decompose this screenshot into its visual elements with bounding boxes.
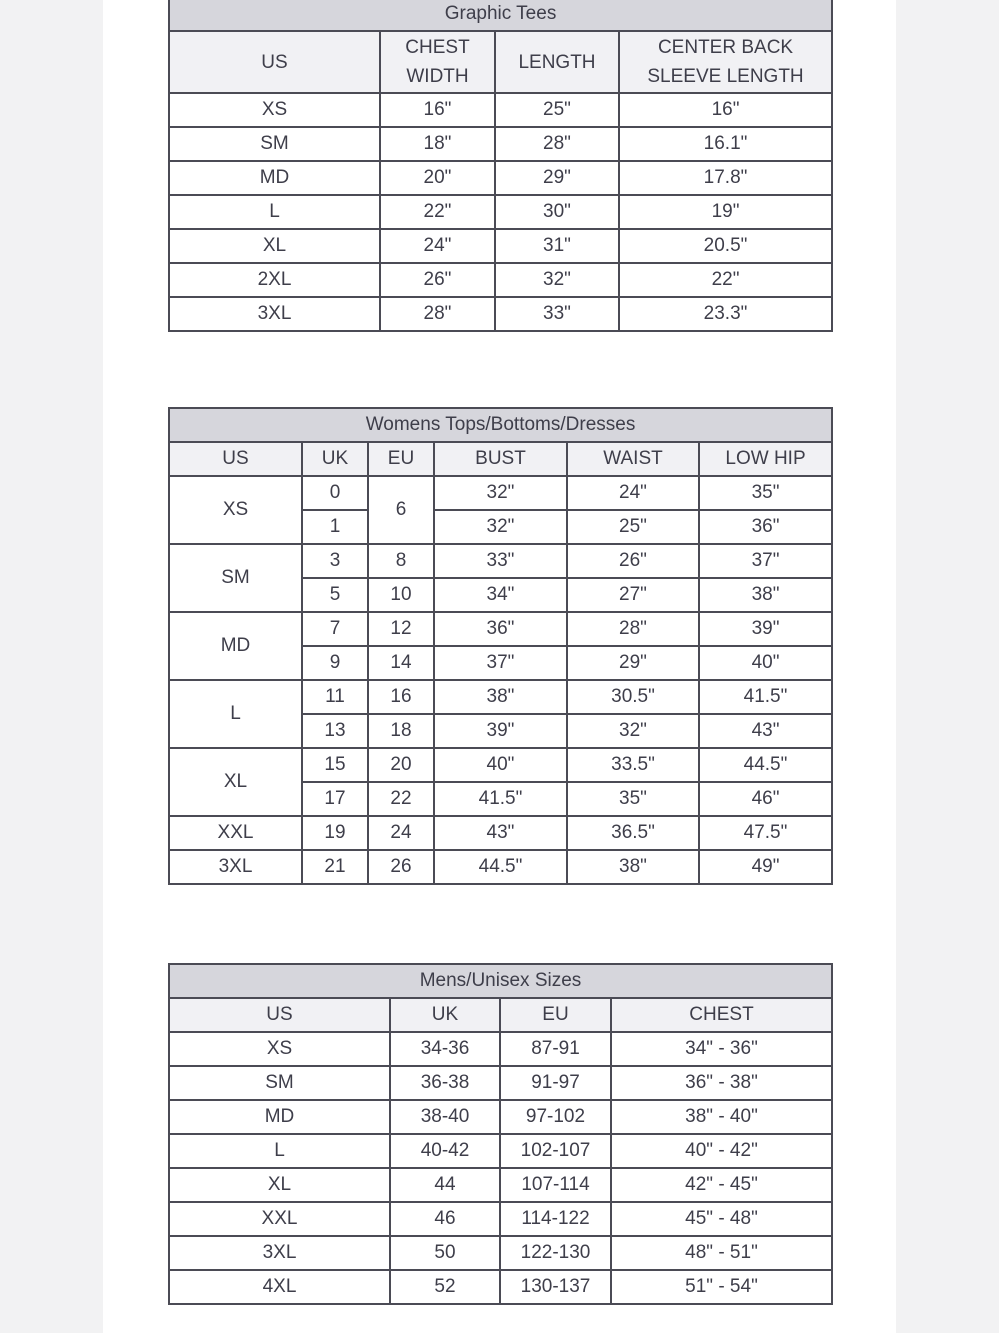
column-header: BUST <box>434 442 567 476</box>
table-cell: 97-102 <box>500 1100 611 1134</box>
table-cell: 3 <box>302 544 368 578</box>
table-cell: 44.5" <box>699 748 832 782</box>
table-cell: 46" <box>699 782 832 816</box>
table-cell: 40-42 <box>390 1134 500 1168</box>
table-cell: 5 <box>302 578 368 612</box>
table-title: Graphic Tees <box>169 0 832 31</box>
table-row <box>169 748 832 782</box>
table-cell: 38" - 40" <box>611 1100 832 1134</box>
table-cell: 20" <box>380 161 495 195</box>
size-cell: L <box>169 1134 390 1168</box>
size-cell: XS <box>169 476 302 544</box>
size-cell: XL <box>169 748 302 816</box>
size-cell: L <box>169 195 380 229</box>
table-row <box>169 1270 832 1304</box>
column-header: EU <box>368 442 434 476</box>
table-cell: 87-91 <box>500 1032 611 1066</box>
table-cell: 18" <box>380 127 495 161</box>
column-header: US <box>169 998 390 1032</box>
table-cell: 46 <box>390 1202 500 1236</box>
size-cell: MD <box>169 161 380 195</box>
table-cell: 47.5" <box>699 816 832 850</box>
table-title: Womens Tops/Bottoms/Dresses <box>169 408 832 442</box>
table-cell: 36.5" <box>567 816 699 850</box>
table-row <box>169 680 832 714</box>
table-cell: 44 <box>390 1168 500 1202</box>
table-cell: 32" <box>434 476 567 510</box>
table-cell: 43" <box>699 714 832 748</box>
column-header: CHEST <box>611 998 832 1032</box>
table-cell: 36" <box>434 612 567 646</box>
table-cell: 91-97 <box>500 1066 611 1100</box>
size-cell: 2XL <box>169 263 380 297</box>
column-header: LOW HIP <box>699 442 832 476</box>
table-cell: 107-114 <box>500 1168 611 1202</box>
table-cell: 38" <box>699 578 832 612</box>
column-header: CHEST WIDTH <box>380 31 495 93</box>
table-cell: 37" <box>434 646 567 680</box>
table-cell: 7 <box>302 612 368 646</box>
table-cell: 122-130 <box>500 1236 611 1270</box>
column-header: US <box>169 442 302 476</box>
table-cell: 43" <box>434 816 567 850</box>
table-cell: 8 <box>368 544 434 578</box>
table-cell: 25" <box>495 93 619 127</box>
table-cell: 17 <box>302 782 368 816</box>
size-cell: XL <box>169 229 380 263</box>
table-cell: 16.1" <box>619 127 832 161</box>
table-cell: 0 <box>302 476 368 510</box>
table-cell: 40" <box>699 646 832 680</box>
table-cell: 27" <box>567 578 699 612</box>
table-cell: 17.8" <box>619 161 832 195</box>
table-cell: 102-107 <box>500 1134 611 1168</box>
table-row <box>169 127 832 161</box>
table-cell: 19" <box>619 195 832 229</box>
table-cell: 22" <box>380 195 495 229</box>
table-row <box>169 1032 832 1066</box>
table-cell: 1 <box>302 510 368 544</box>
table-cell: 41.5" <box>434 782 567 816</box>
table-cell: 9 <box>302 646 368 680</box>
table-cell: 29" <box>495 161 619 195</box>
size-cell: 3XL <box>169 1236 390 1270</box>
size-cell: XS <box>169 1032 390 1066</box>
table-cell: 51" - 54" <box>611 1270 832 1304</box>
table-cell: 11 <box>302 680 368 714</box>
table-row <box>169 1202 832 1236</box>
table-cell: 22 <box>368 782 434 816</box>
table-cell: 40" <box>434 748 567 782</box>
table-cell: 39" <box>699 612 832 646</box>
table-cell: 28" <box>495 127 619 161</box>
table-cell: 31" <box>495 229 619 263</box>
table-cell: 16 <box>368 680 434 714</box>
table-cell: 40" - 42" <box>611 1134 832 1168</box>
table-row <box>169 161 832 195</box>
table-cell: 18 <box>368 714 434 748</box>
table-row <box>169 263 832 297</box>
size-cell: L <box>169 680 302 748</box>
table-cell: 23.3" <box>619 297 832 331</box>
table-cell: 38" <box>567 850 699 884</box>
size-cell: 3XL <box>169 850 302 884</box>
size-cell: 3XL <box>169 297 380 331</box>
column-header: LENGTH <box>495 31 619 93</box>
table-cell: 26 <box>368 850 434 884</box>
size-cell: XXL <box>169 816 302 850</box>
table-row <box>169 297 832 331</box>
table-title: Mens/Unisex Sizes <box>169 964 832 998</box>
column-header: CENTER BACK SLEEVE LENGTH <box>619 31 832 93</box>
table-cell: 32" <box>495 263 619 297</box>
graphic-tees-table <box>168 0 833 332</box>
column-header: UK <box>302 442 368 476</box>
table-cell: 34" - 36" <box>611 1032 832 1066</box>
table-cell: 45" - 48" <box>611 1202 832 1236</box>
table-cell: 13 <box>302 714 368 748</box>
table-cell: 26" <box>567 544 699 578</box>
table-row <box>169 544 832 578</box>
table-cell: 26" <box>380 263 495 297</box>
size-cell: MD <box>169 1100 390 1134</box>
size-cell: XL <box>169 1168 390 1202</box>
table-cell: 22" <box>619 263 832 297</box>
table-cell: 10 <box>368 578 434 612</box>
table-cell: 25" <box>567 510 699 544</box>
table-cell: 49" <box>699 850 832 884</box>
table-cell: 24" <box>380 229 495 263</box>
table-cell: 29" <box>567 646 699 680</box>
table-cell: 36" - 38" <box>611 1066 832 1100</box>
column-header: WAIST <box>567 442 699 476</box>
table-cell: 39" <box>434 714 567 748</box>
table-cell: 32" <box>434 510 567 544</box>
column-header: EU <box>500 998 611 1032</box>
table-cell: 41.5" <box>699 680 832 714</box>
table-cell: 36-38 <box>390 1066 500 1100</box>
table-cell: 15 <box>302 748 368 782</box>
table-cell: 38-40 <box>390 1100 500 1134</box>
table-row <box>169 850 832 884</box>
table-cell: 48" - 51" <box>611 1236 832 1270</box>
table-cell: 44.5" <box>434 850 567 884</box>
table-row <box>169 93 832 127</box>
table-cell: 35" <box>699 476 832 510</box>
table-cell: 42" - 45" <box>611 1168 832 1202</box>
table-cell: 6 <box>368 476 434 544</box>
table-cell: 34" <box>434 578 567 612</box>
table-row <box>169 1134 832 1168</box>
womens-size-table <box>168 407 833 885</box>
table-cell: 30.5" <box>567 680 699 714</box>
table-row <box>169 476 832 510</box>
table-cell: 20 <box>368 748 434 782</box>
size-cell: SM <box>169 544 302 612</box>
size-cell: SM <box>169 127 380 161</box>
table-cell: 38" <box>434 680 567 714</box>
table-cell: 14 <box>368 646 434 680</box>
table-cell: 114-122 <box>500 1202 611 1236</box>
table-cell: 33" <box>495 297 619 331</box>
table-row <box>169 1236 832 1270</box>
table-cell: 33.5" <box>567 748 699 782</box>
table-row <box>169 816 832 850</box>
table-cell: 130-137 <box>500 1270 611 1304</box>
table-cell: 21 <box>302 850 368 884</box>
table-cell: 20.5" <box>619 229 832 263</box>
table-cell: 24 <box>368 816 434 850</box>
column-header: US <box>169 31 380 93</box>
table-cell: 50 <box>390 1236 500 1270</box>
table-row <box>169 612 832 646</box>
table-cell: 16" <box>380 93 495 127</box>
table-row <box>169 195 832 229</box>
table-cell: 30" <box>495 195 619 229</box>
size-guide-page <box>103 0 896 1333</box>
table-cell: 35" <box>567 782 699 816</box>
table-cell: 28" <box>380 297 495 331</box>
column-header: UK <box>390 998 500 1032</box>
table-row <box>169 1066 832 1100</box>
size-cell: SM <box>169 1066 390 1100</box>
table-row <box>169 229 832 263</box>
size-cell: 4XL <box>169 1270 390 1304</box>
table-row <box>169 1100 832 1134</box>
table-cell: 33" <box>434 544 567 578</box>
table-row <box>169 1168 832 1202</box>
size-cell: XS <box>169 93 380 127</box>
table-cell: 16" <box>619 93 832 127</box>
table-cell: 12 <box>368 612 434 646</box>
size-cell: MD <box>169 612 302 680</box>
table-cell: 32" <box>567 714 699 748</box>
table-cell: 36" <box>699 510 832 544</box>
table-cell: 37" <box>699 544 832 578</box>
table-cell: 34-36 <box>390 1032 500 1066</box>
size-cell: XXL <box>169 1202 390 1236</box>
table-cell: 52 <box>390 1270 500 1304</box>
table-cell: 19 <box>302 816 368 850</box>
table-cell: 24" <box>567 476 699 510</box>
mens-unisex-size-table <box>168 963 833 1305</box>
table-cell: 28" <box>567 612 699 646</box>
